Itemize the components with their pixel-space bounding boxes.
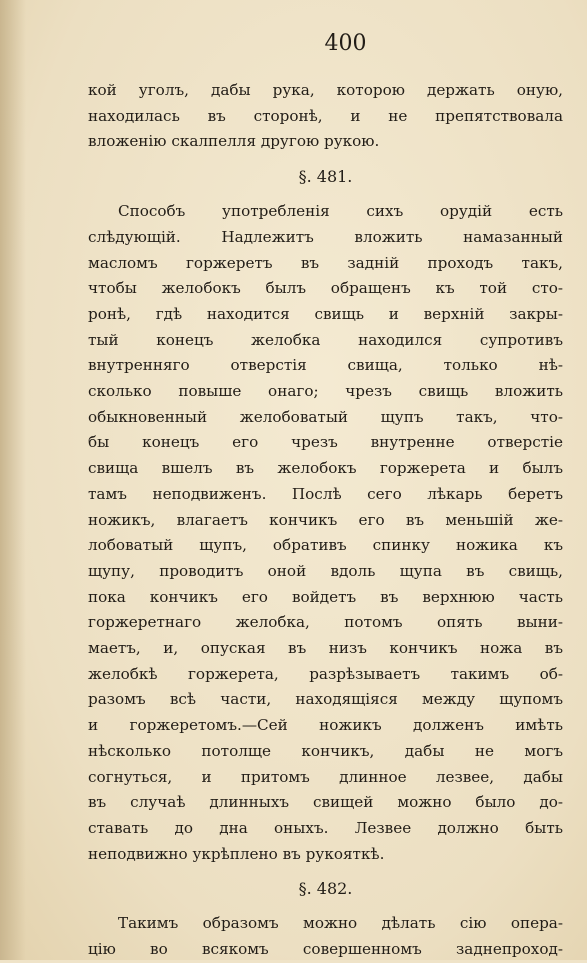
text-line: кой уголъ, дабы рука, которою держать оную,: [88, 81, 563, 99]
section-heading-482: §. 482.: [298, 879, 353, 899]
text-line: горжеретнаго желобка, потомъ опять выни-: [88, 613, 563, 632]
text-line: пока кончикъ его войдетъ въ верхнюю часть: [88, 587, 563, 606]
text-line: слѣдующій. Надлежитъ вложить намазанный: [88, 227, 563, 246]
text-line: разомъ всѣ части, находящіяся между щупомъ: [88, 690, 563, 709]
text-line: ставать до дна оныхъ. Лезвее должно быть: [88, 818, 563, 837]
page-number: 400: [324, 31, 367, 56]
text-line: маетъ, и, опуская въ низъ кончикъ ножа въ: [88, 639, 563, 658]
text-line: согнуться, и притомъ длинное лезвее, дабы: [88, 767, 563, 786]
text-line: внутренняго отверстія свища, только нѣ-: [88, 356, 563, 375]
text-line: цію во всякомъ совершенномъ заднепроход-: [88, 940, 563, 959]
text-line: Способъ употребленія сихъ орудій есть: [118, 202, 563, 221]
text-line: ронѣ, гдѣ находится свищь и верхній закры-: [88, 304, 563, 323]
text-line: щупу, проводитъ оной вдоль щупа въ свищь,: [88, 561, 563, 580]
text-line: чтобы желобокъ былъ обращенъ къ той сто-: [88, 279, 563, 298]
text-line: желобкѣ горжерета, разрѣзываетъ такимъ об-: [88, 664, 563, 683]
text-line: свища вшелъ въ желобокъ горжерета и былъ: [88, 459, 563, 478]
section-482-paragraph: [88, 911, 563, 962]
text-line: Такимъ образомъ можно дѣлать сію опера-: [118, 914, 563, 933]
text-line: бы конецъ его чрезъ внутренне отверстіе: [88, 433, 563, 452]
text-line: въ случаѣ длинныхъ свищей можно было до-: [88, 793, 563, 812]
text-line: сколько повыше онаго; чрезъ свищь вложить: [88, 382, 563, 401]
text-line: масломъ горжеретъ въ задній проходъ такъ,: [88, 253, 563, 272]
text-line: находилась въ сторонѣ, и не препятствовала: [88, 106, 563, 125]
text-line: тамъ неподвиженъ. Послѣ сего лѣкарь беретъ: [88, 484, 563, 503]
section-481-paragraph: [88, 199, 563, 867]
text-line: ножикъ, влагаетъ кончикъ его въ меньшій же-: [88, 510, 563, 529]
text-line: обыкновенный желобоватый щупъ такъ, что-: [88, 407, 563, 426]
section-heading-481: §. 481.: [298, 167, 353, 187]
text-line: тый конецъ желобка находился супротивъ: [88, 330, 563, 349]
text-line: и горжеретомъ.—Сей ножикъ долженъ имѣть: [88, 716, 563, 735]
text-line: лобоватый щупъ, обративъ спинку ножика къ: [88, 536, 563, 555]
text-line: неподвижно укрѣплено въ рукояткѣ.: [88, 844, 385, 863]
text-line: вложенію скалпелля другою рукою.: [88, 132, 380, 151]
top-paragraph: [88, 78, 563, 155]
text-line: нѣсколько потолще кончикъ, дабы не могъ: [88, 741, 563, 760]
